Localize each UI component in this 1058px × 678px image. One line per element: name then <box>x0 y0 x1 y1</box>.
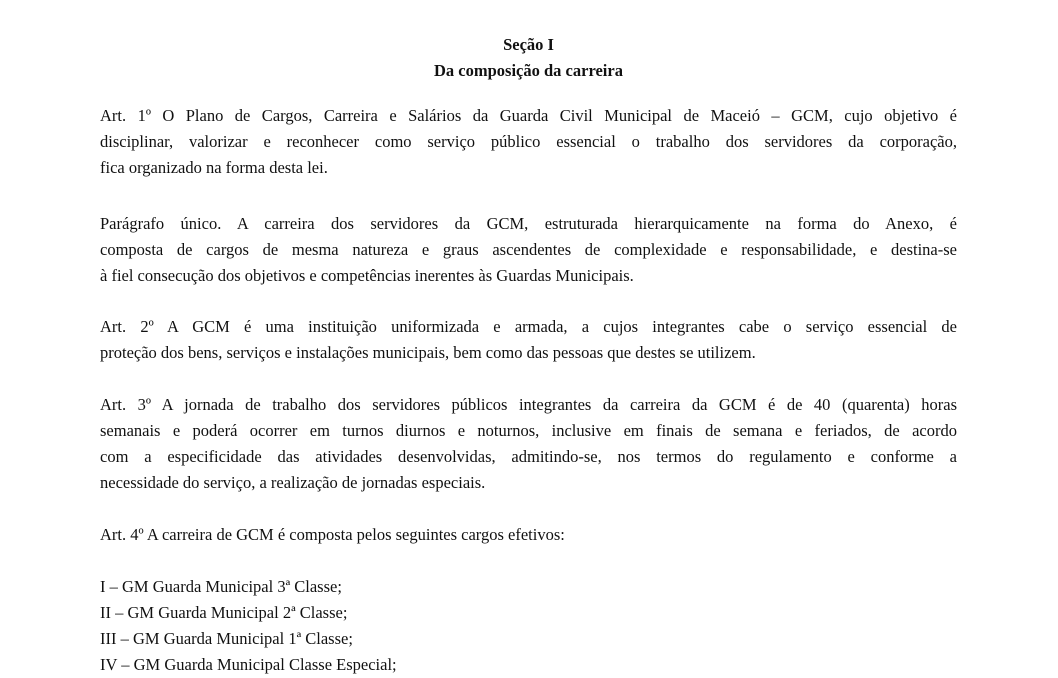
list-item: IV – GM Guarda Municipal Classe Especial; <box>100 655 397 674</box>
paragraph-line: Parágrafo único. A carreira dos servidores da GCM, estruturada hierarquicamente na forma do Anexo, é <box>100 214 957 233</box>
paragraph-line: necessidade do serviço, a realização de jornadas especiais. <box>100 473 486 492</box>
paragraph-line: semanais e poderá ocorrer em turnos diurnos e noturnos, inclusive em finais de semana e feriados, de acordo <box>100 421 957 440</box>
paragraph-line: à fiel consecução dos objetivos e competências inerentes às Guardas Municipais. <box>100 266 634 285</box>
list-item: III – GM Guarda Municipal 1ª Classe; <box>100 629 353 648</box>
paragraph-line: fica organizado na forma desta lei. <box>100 158 328 177</box>
list-item: II – GM Guarda Municipal 2ª Classe; <box>100 603 348 622</box>
document-page <box>100 0 957 675</box>
paragraph-line: Art. 1º O Plano de Cargos, Carreira e Salários da Guarda Civil Municipal de Maceió – GCM, cujo objetivo é <box>100 106 957 125</box>
paragraph-line: Art. 3º A jornada de trabalho dos servidores públicos integrantes da carreira da GCM é de 40 (quarenta) horas <box>100 395 957 414</box>
paragraph-line: Art. 4º A carreira de GCM é composta pelos seguintes cargos efetivos: <box>100 525 565 544</box>
list-item: I – GM Guarda Municipal 3ª Classe; <box>100 577 342 596</box>
paragraph-art-3 <box>100 392 957 496</box>
paragraph-art-2 <box>100 314 957 366</box>
section-title: Seção I <box>503 35 554 54</box>
section-subtitle: Da composição da carreira <box>434 61 623 80</box>
career-positions-list <box>100 574 957 678</box>
paragraph-art-1 <box>100 103 957 181</box>
paragraph-line: proteção dos bens, serviços e instalações municipais, bem como das pessoas que destes se utilizem. <box>100 343 756 362</box>
paragraph-art-4 <box>100 522 957 548</box>
paragraph-sole-paragraph <box>100 211 957 289</box>
paragraph-line: Art. 2º A GCM é uma instituição uniformizada e armada, a cujos integrantes cabe o serviço essencial de <box>100 317 957 336</box>
paragraph-line: com a especificidade das atividades desenvolvidas, admitindo-se, nos termos do regulamento e conforme a <box>100 447 957 466</box>
paragraph-line: composta de cargos de mesma natureza e graus ascendentes de complexidade e responsabilidade, e destina-se <box>100 240 957 259</box>
paragraph-line: disciplinar, valorizar e reconhecer como serviço público essencial o trabalho dos servidores da corporação, <box>100 132 957 151</box>
